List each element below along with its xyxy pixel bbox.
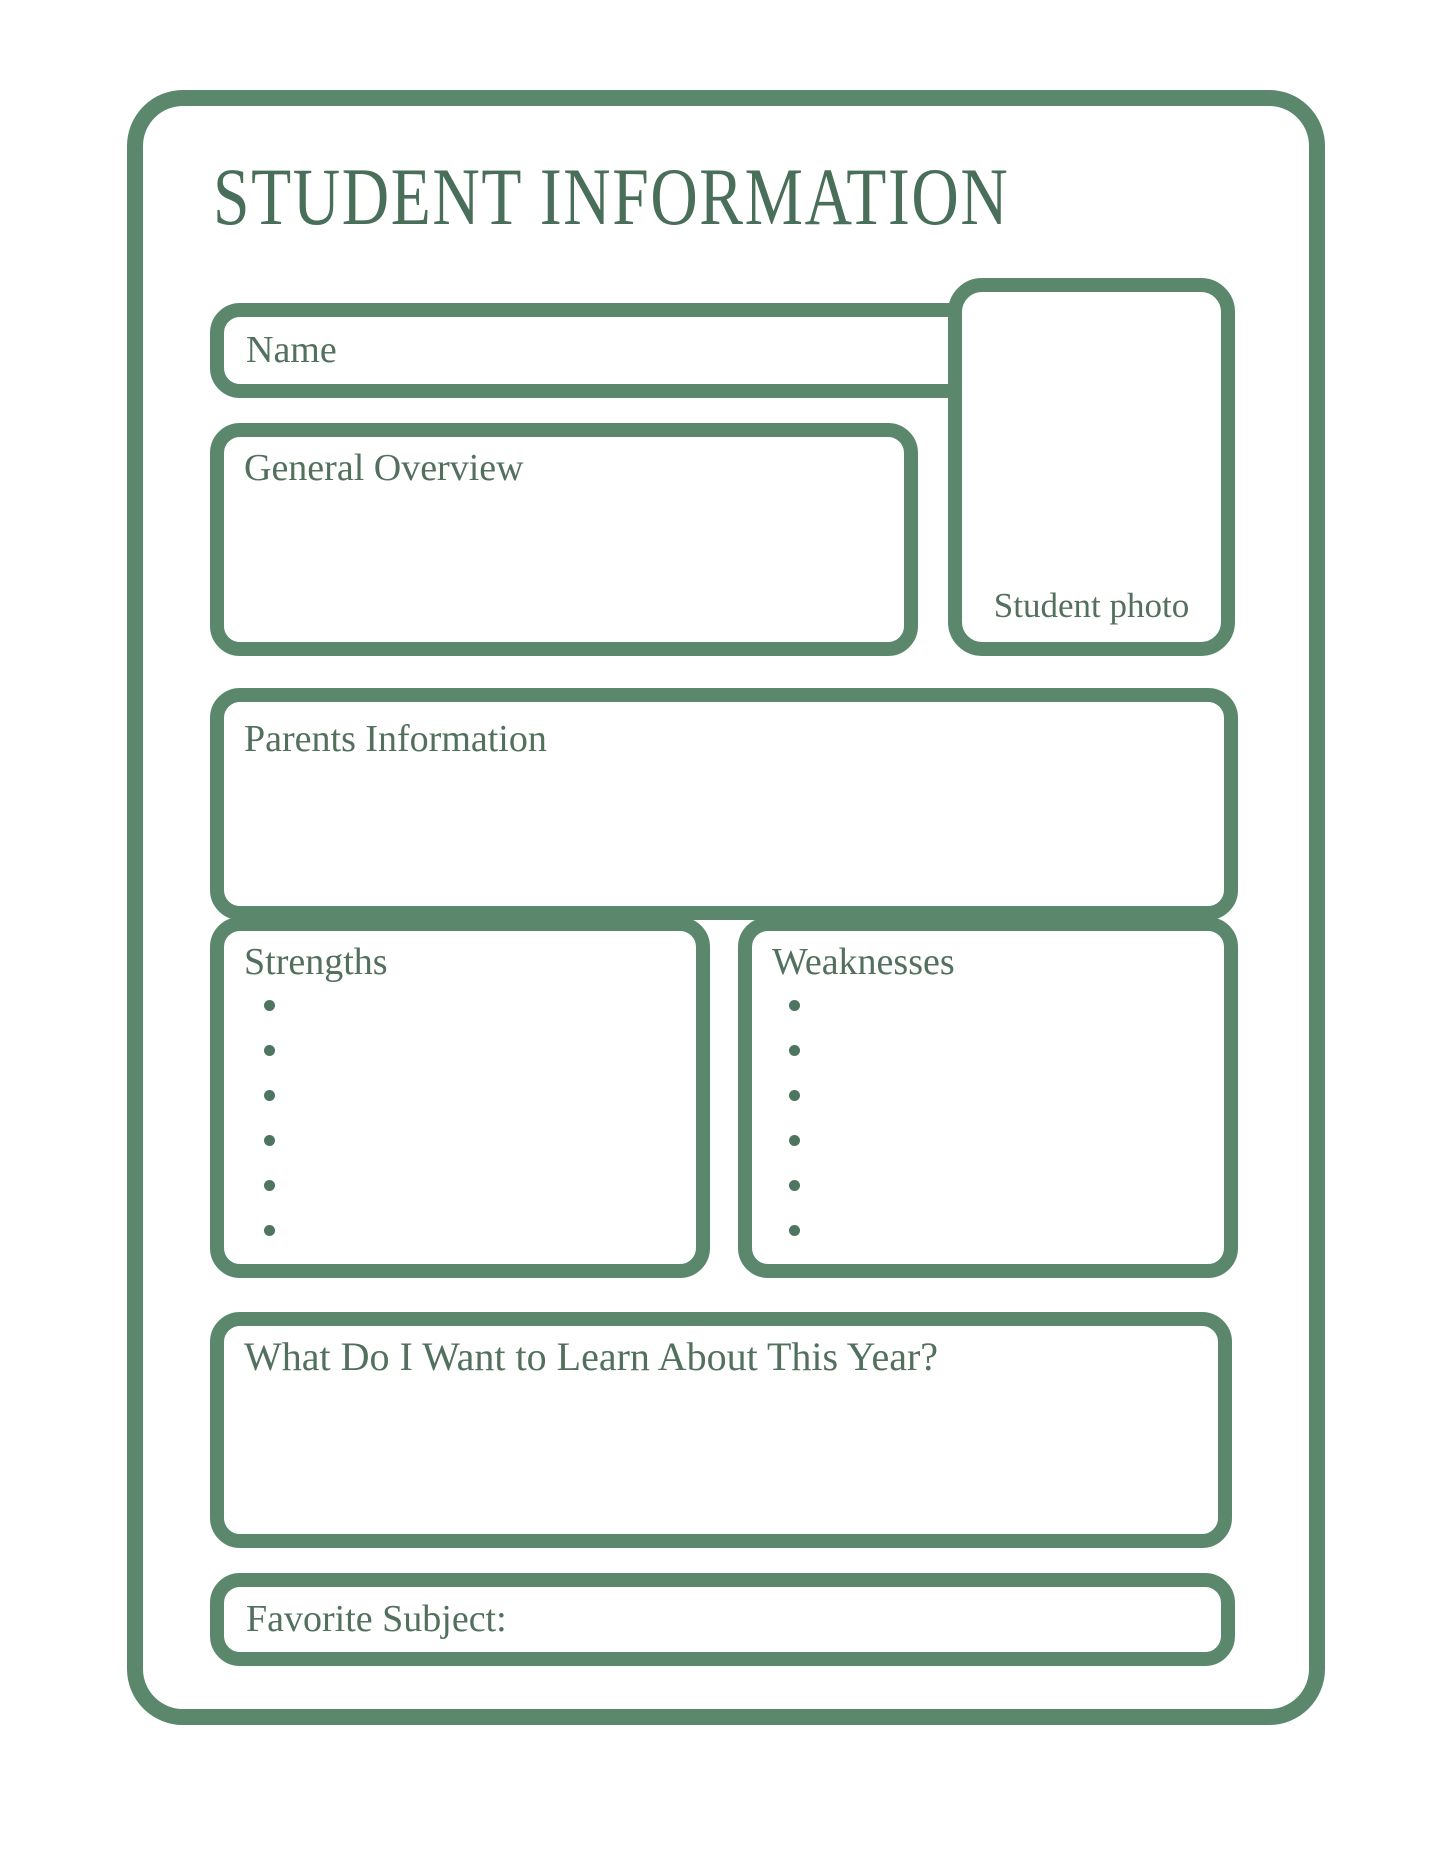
- strengths-bullet-list: [264, 1000, 275, 1236]
- bullet-point: [264, 1000, 275, 1011]
- bullet-point: [264, 1225, 275, 1236]
- learning-goals-label: What Do I Want to Learn About This Year?: [244, 1334, 939, 1379]
- bullet-point: [264, 1045, 275, 1056]
- parents-information-label: Parents Information: [244, 718, 547, 760]
- bullet-point: [789, 1135, 800, 1146]
- student-photo-placeholder[interactable]: [948, 278, 1235, 656]
- strengths-label: Strengths: [244, 941, 388, 983]
- weaknesses-label: Weaknesses: [772, 941, 955, 983]
- name-field[interactable]: [210, 303, 990, 398]
- bullet-point: [789, 1180, 800, 1191]
- bullet-point: [789, 1090, 800, 1101]
- strengths-field[interactable]: [210, 917, 710, 1278]
- bullet-point: [789, 1000, 800, 1011]
- favorite-subject-field[interactable]: [210, 1573, 1235, 1666]
- general-overview-label: General Overview: [244, 447, 524, 489]
- favorite-subject-label: Favorite Subject:: [246, 1597, 507, 1640]
- parents-information-field[interactable]: [210, 688, 1238, 920]
- general-overview-field[interactable]: [210, 423, 918, 656]
- bullet-point: [789, 1045, 800, 1056]
- page-title: STUDENT INFORMATION: [213, 151, 1010, 242]
- bullet-point: [264, 1090, 275, 1101]
- bullet-point: [789, 1225, 800, 1236]
- student-photo-label: Student photo: [993, 586, 1190, 625]
- learning-goals-field[interactable]: [210, 1312, 1232, 1548]
- bullet-point: [264, 1180, 275, 1191]
- weaknesses-field[interactable]: [738, 917, 1238, 1278]
- weaknesses-bullet-list: [789, 1000, 800, 1236]
- name-field-label: Name: [246, 328, 337, 371]
- bullet-point: [264, 1135, 275, 1146]
